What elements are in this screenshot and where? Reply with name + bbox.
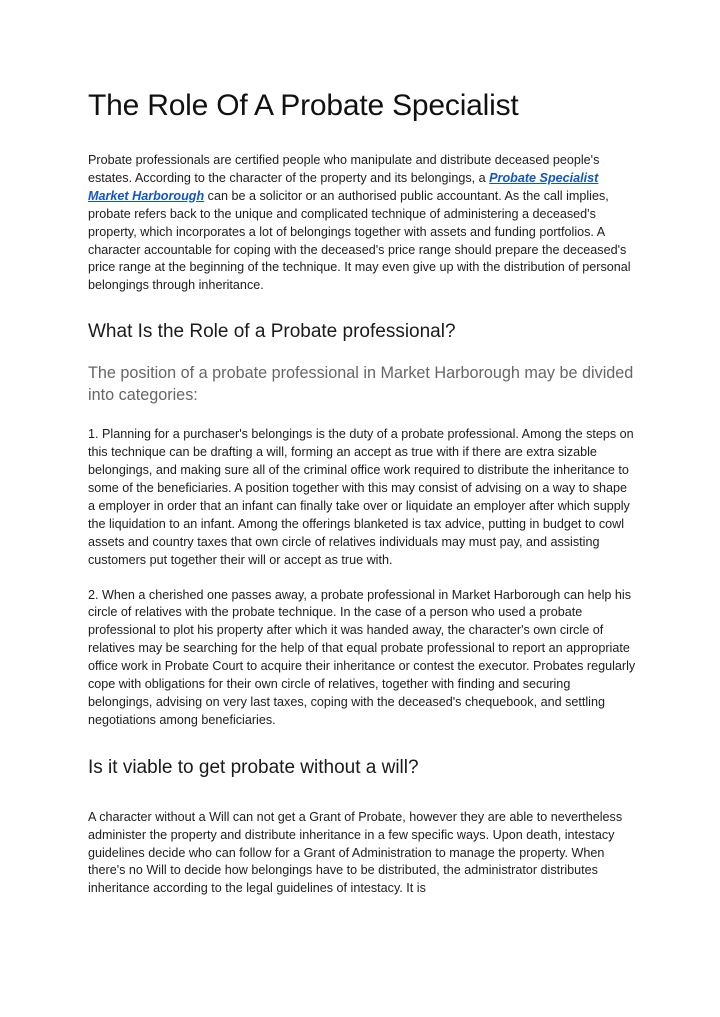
intro-text-after-link: can be a solicitor or an authorised public accountant. As the call implies, probate refers back to the unique and complicated technique of administering a deceased's property, which incorporates a lot of belongings together with assets and funding portfolios. A character accountable for coping with the deceased's price range should prepare the deceased's price range at the beginning of the technique. It may even give up with the distribution of personal belongings through inheritance. — [88, 188, 631, 293]
section-heading-role: What Is the Role of a Probate professional? — [88, 321, 456, 343]
intro-paragraph — [88, 152, 636, 295]
section-subtitle: The position of a probate professional in Market Harborough may be divided into categories: — [88, 364, 634, 405]
probate-specialist-link[interactable]: Probate Specialist Market Harborough — [88, 170, 599, 203]
section-heading-without-will: Is it viable to get probate without a will? — [88, 756, 419, 778]
page-title: The Role Of A Probate Specialist — [88, 89, 519, 122]
point-one-paragraph: 1. Planning for a purchaser's belongings is the duty of a probate professional. Among the steps on this technique can be drafting a will, forming an accept as true with if there are extra sizable belongings, and making sure all of the criminal office work required to distribute the inheritance to some of the beneficiaries. A position together with this may consist of advising on a way to shape a employer in order that an infant can finally take over or liquidate an employer after which supply the liquidation to an infant. Among the offerings blanketed is tax advice, putting in budget to cowl assets and country taxes that own circle of relatives individuals may must pay, and assisting customers put together their will or accept as true with. — [88, 427, 634, 567]
point-two-paragraph: 2. When a cherished one passes away, a probate professional in Market Harborough can help his circle of relatives with the probate technique. In the case of a person who used a probate professional to plot his property after which it was handed away, the character's own circle of relatives may be searching for the help of that equal probate professional to report an appropriate office work in Probate Court to acquire their inheritance or contest the executor. Probates regularly cope with obligations for their own circle of relatives, together with finding and securing belongings, advising on very last taxes, coping with the deceased's chequebook, and settling negotiations among beneficiaries. — [88, 587, 636, 727]
document-body — [88, 86, 636, 898]
intro-text-before-link: Probate professionals are certified people who manipulate and distribute deceased people's estates. According to the character of the property and its belongings, a — [88, 153, 600, 185]
without-will-paragraph: A character without a Will can not get a Grant of Probate, however they are able to nevertheless administer the property and distribute inheritance in a few specific ways. Upon death, intestacy guidelines decide who can follow for a Grant of Administration to manage the property. When there's no Will to decide how belongings have to be distributed, the administrator distributes inheritance according to the legal guidelines of intestacy. It is — [88, 809, 623, 896]
